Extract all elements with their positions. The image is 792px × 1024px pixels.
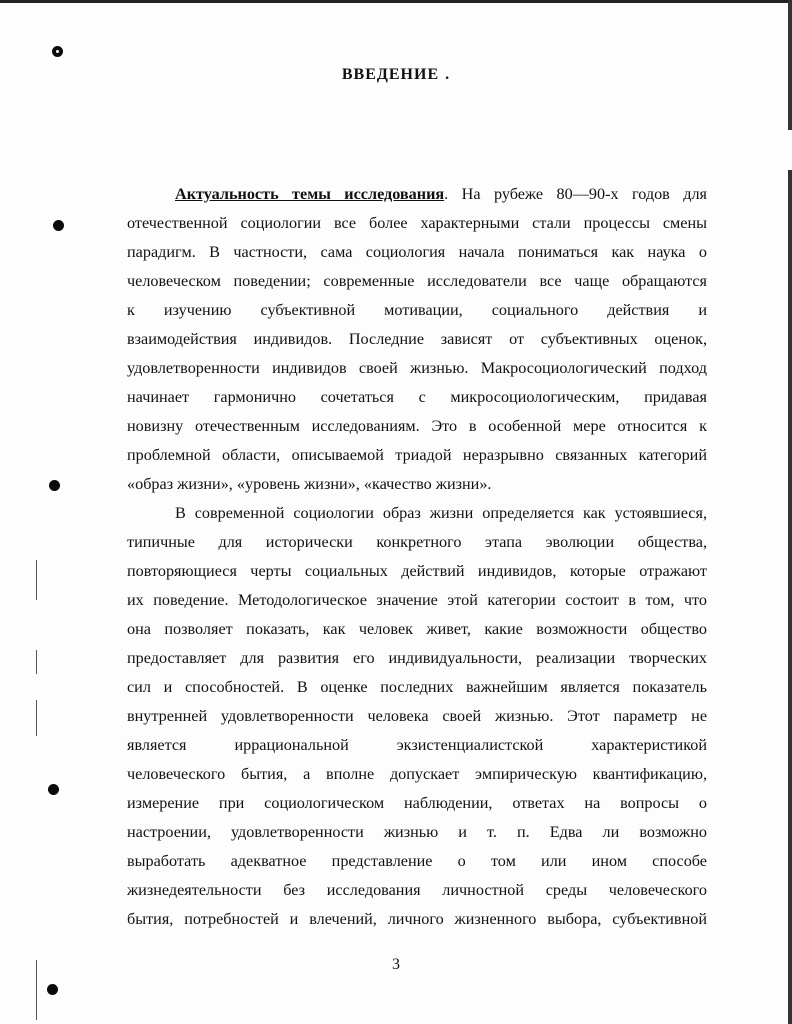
text-line: новизну отечественным исследованиям. Это в особенной мере относится к: [127, 417, 707, 435]
text-line: взаимодействия индивидов. Последние зависят от субъективных оценок,: [127, 330, 707, 348]
binder-hole-icon: [53, 220, 64, 231]
text-line: парадигм. В частности, сама социология начала пониматься как наука о: [127, 243, 707, 261]
text-line: их поведение. Методологическое значение этой категории состоит в том, что: [127, 591, 707, 609]
text-line: бытия, потребностей и влечений, личного жизненного выбора, субъективной: [127, 910, 707, 928]
binder-hole-icon: [48, 784, 59, 795]
text-line: к изучению субъективной мотивации, социального действия и: [127, 301, 707, 319]
text-line: [127, 180, 707, 209]
text-line: является иррациональной экзистенциалистской характеристикой: [127, 736, 707, 754]
text-line: внутренней удовлетворенности человека своей жизнью. Этот параметр не: [127, 707, 707, 725]
margin-mark: [36, 560, 37, 600]
margin-mark: [36, 700, 37, 736]
binder-hole-icon: [52, 46, 63, 57]
text-line: сил и способностей. В оценке последних важнейшим является показатель: [127, 678, 707, 696]
text-line: она позволяет показать, как человек живет, какие возможности общество: [127, 620, 707, 638]
text-line: начинает гармонично сочетаться с микросоциологическим, придавая: [127, 388, 707, 406]
text-line: измерение при социологическом наблюдении, ответах на вопросы о: [127, 794, 707, 812]
text-line: человеческом поведении; современные исследователи все чаще обращаются: [127, 272, 707, 290]
section-heading: Актуальность темы исследования: [175, 185, 445, 203]
text-line: выработать адекватное представление о том или ином способе: [127, 852, 707, 870]
text-line: отечественной социологии все более характерными стали процессы смены: [127, 214, 707, 232]
text-line: предоставляет для развития его индивидуальности, реализации творческих: [127, 649, 707, 667]
text-line: удовлетворенности индивидов своей жизнью. Макросоциологический подход: [127, 359, 707, 377]
text-line: жизнедеятельности без исследования личностной среды человеческого: [127, 881, 707, 899]
title-dot: .: [445, 66, 451, 83]
binder-hole-icon: [47, 984, 58, 995]
text-line: человеческого бытия, а вполне допускает эмпирическую квантификацию,: [127, 765, 707, 783]
text-line: «образ жизни», «уровень жизни», «качество жизни».: [127, 475, 492, 493]
scan-edge-gap: [788, 130, 792, 170]
margin-mark: [36, 650, 37, 674]
page-number: 3: [392, 956, 400, 973]
text-line: В современной социологии образ жизни определяется как устоявшиеся,: [175, 504, 707, 522]
title-text: ВВЕДЕНИЕ: [341, 66, 440, 83]
binder-hole-icon: [49, 480, 60, 491]
text-line: проблемной области, описываемой триадой неразрывно связанных категорий: [127, 446, 707, 464]
text-line: настроении, удовлетворенности жизнью и т. п. Едва ли возможно: [127, 823, 707, 841]
page-title: [0, 66, 792, 84]
text-line: типичные для исторически конкретного этапа эволюции общества,: [127, 533, 707, 551]
text-fragment: . На рубеже 80—90-х годов для: [444, 185, 708, 203]
document-body: [127, 180, 707, 934]
text-line: повторяющиеся черты социальных действий индивидов, которые отражают: [127, 562, 707, 580]
scan-top-edge: [0, 0, 792, 3]
